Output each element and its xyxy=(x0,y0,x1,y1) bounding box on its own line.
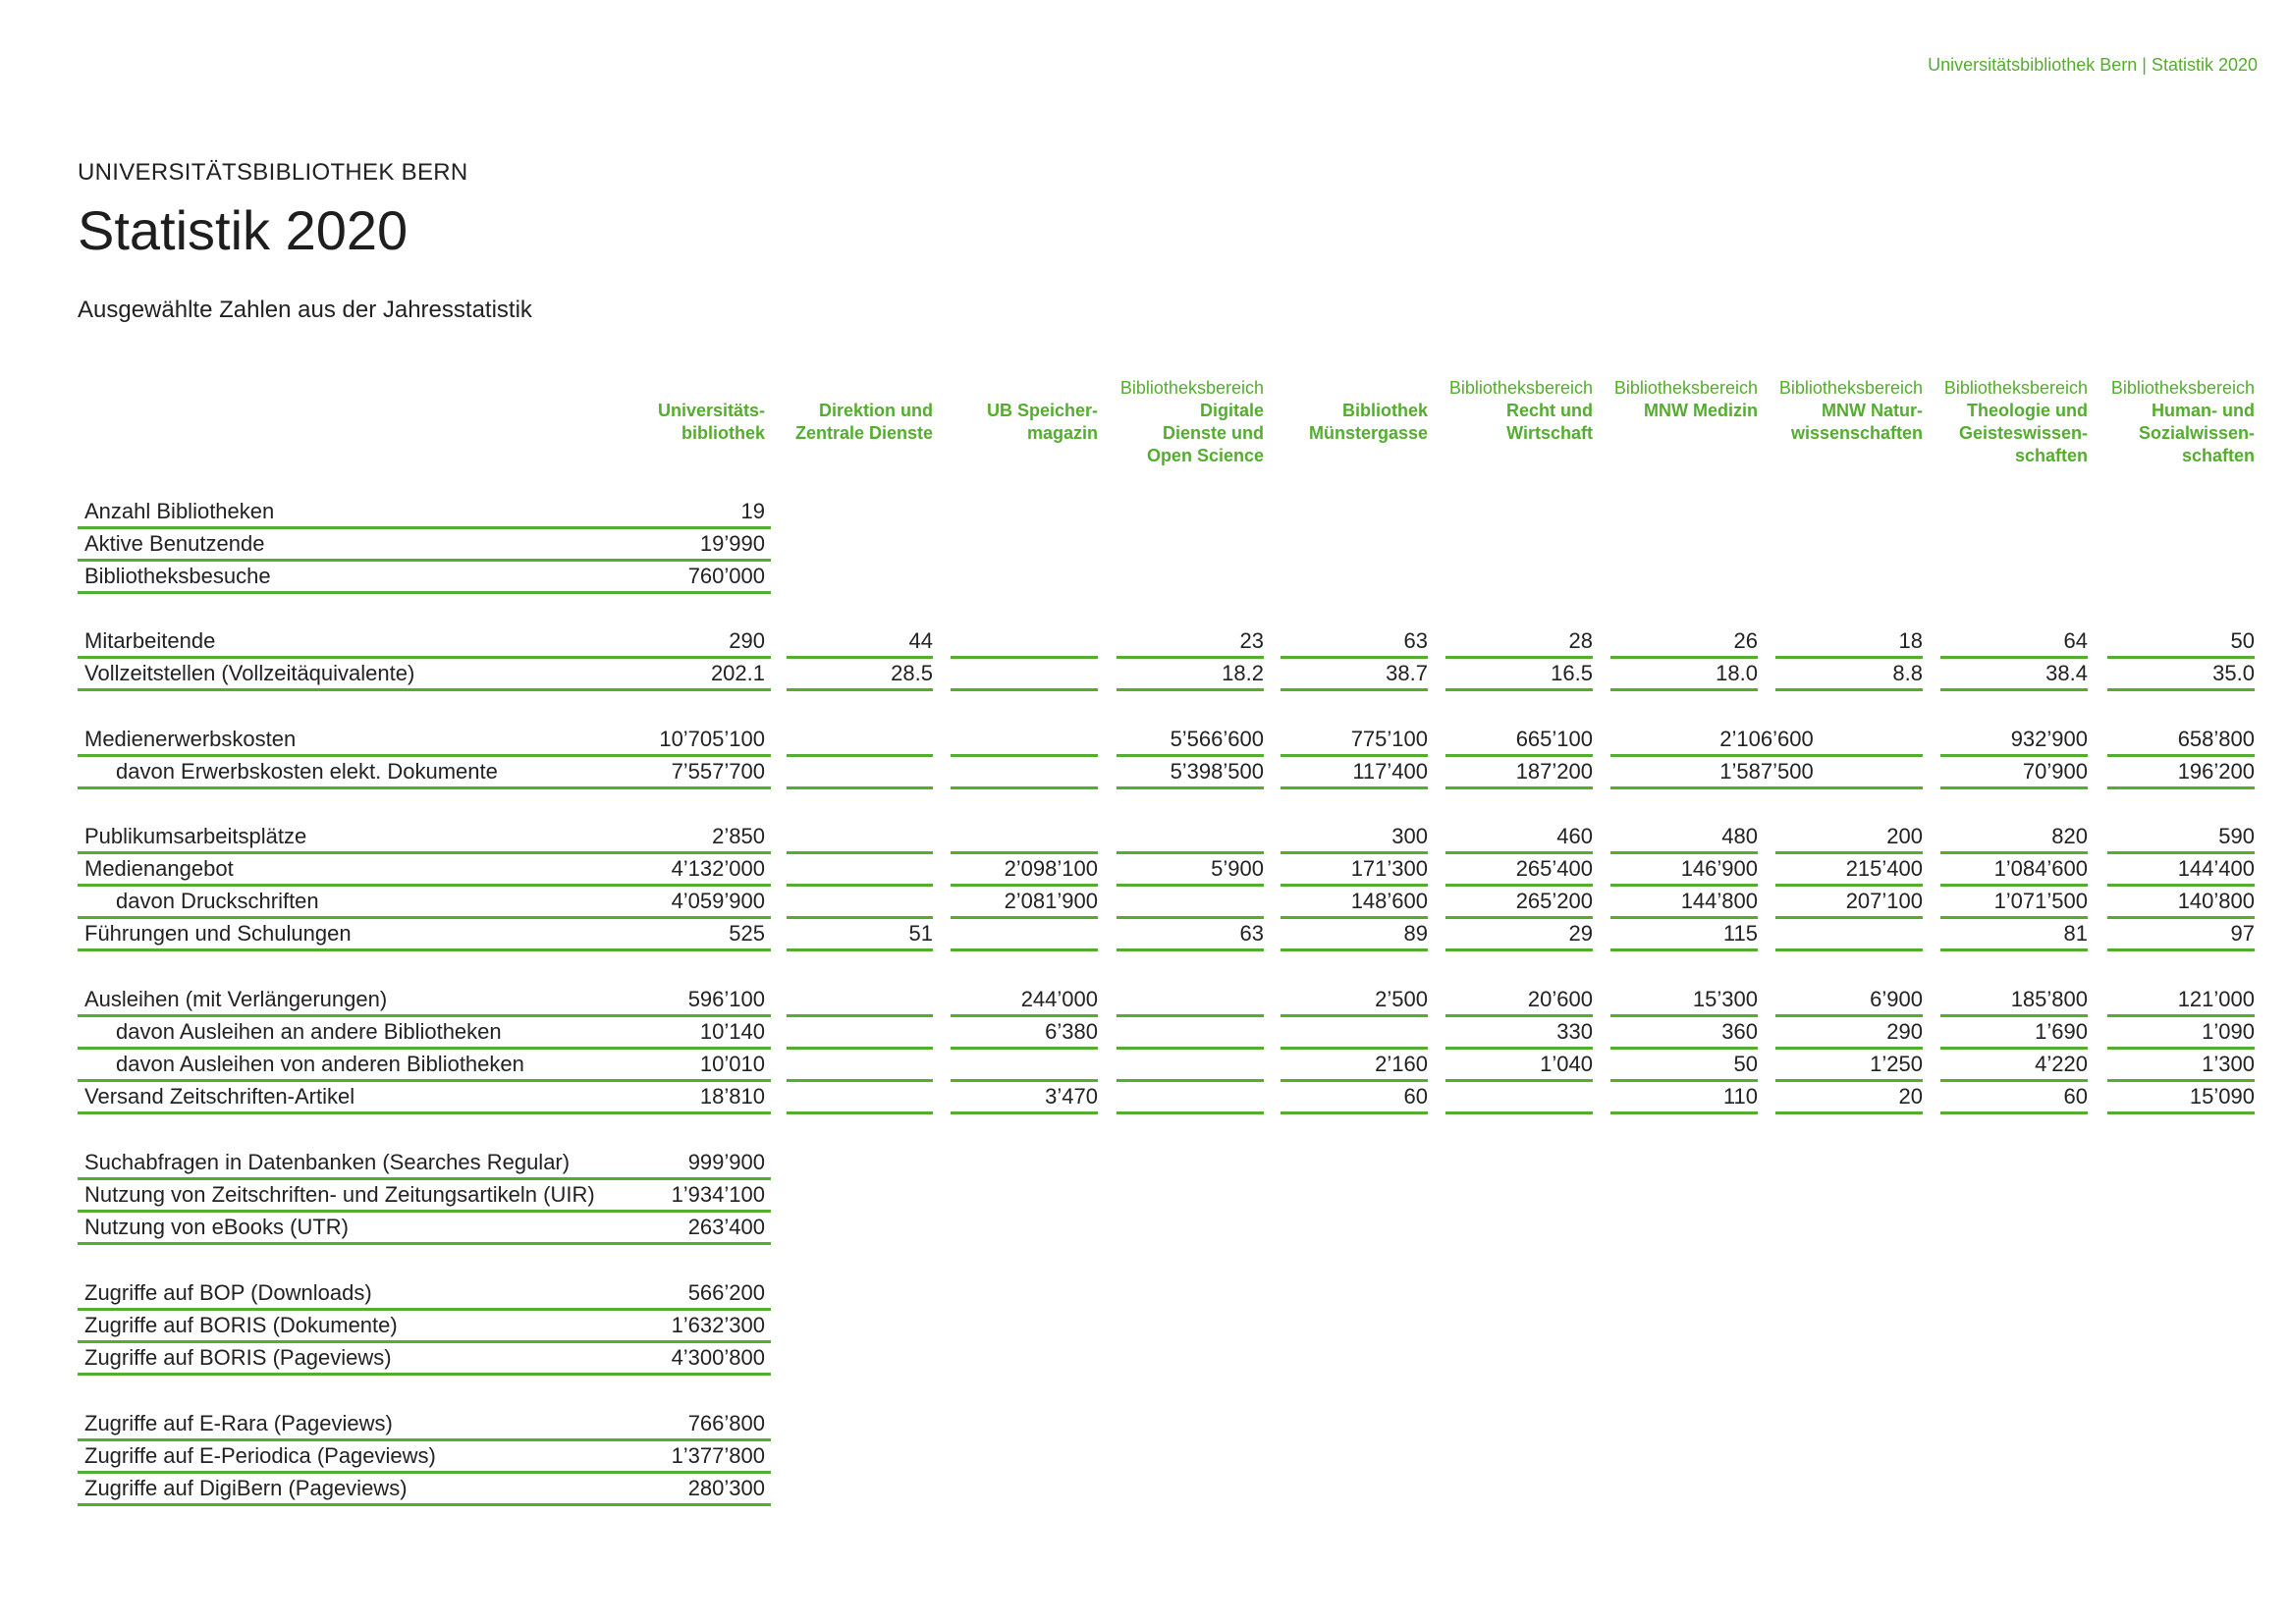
table-cell: 18 xyxy=(1775,626,1923,659)
table-cell: 1’071’500 xyxy=(1940,887,2088,919)
table-cell: 360 xyxy=(1610,1017,1758,1050)
table-cell xyxy=(1117,887,1264,919)
table-cell: 144’400 xyxy=(2107,854,2255,887)
table-cell: 5’398’500 xyxy=(1117,757,1264,789)
page-subtitle: Ausgewählte Zahlen aus der Jahresstatistik xyxy=(78,297,532,323)
table-cell: 15’090 xyxy=(2107,1082,2255,1114)
table-cell: 140’800 xyxy=(2107,887,2255,919)
row-label: Medienangebot xyxy=(84,856,234,881)
table-cell: 265’400 xyxy=(1445,854,1593,887)
table-cell: 215’400 xyxy=(1775,854,1923,887)
table-cell: 658’800 xyxy=(2107,725,2255,757)
column-header xyxy=(1251,377,1428,445)
row-label: Publikumsarbeitsplätze xyxy=(84,824,307,848)
table-cell xyxy=(787,822,933,854)
table-cell: 290 xyxy=(729,628,765,653)
table-cell: 566’200 xyxy=(687,1280,765,1305)
column-header xyxy=(588,377,765,445)
column-header-group: Bibliotheksbereich xyxy=(2110,378,2255,398)
table-cell: 144’800 xyxy=(1610,887,1758,919)
table-cell: 185’800 xyxy=(1940,985,2088,1017)
table-cell xyxy=(951,626,1098,659)
column-header-group: Bibliotheksbereich xyxy=(1613,378,1758,398)
table-cell: 63 xyxy=(1117,919,1264,951)
organization-name: UNIVERSITÄTSBIBLIOTHEK BERN xyxy=(78,159,468,186)
row-label: Aktive Benutzende xyxy=(84,531,265,556)
table-cell: 50 xyxy=(1610,1050,1758,1082)
page-title: Statistik 2020 xyxy=(78,199,409,261)
table-cell: 64 xyxy=(1940,626,2088,659)
table-cell: 1’377’800 xyxy=(671,1443,765,1468)
table-cell: 10’140 xyxy=(699,1019,765,1044)
table-cell xyxy=(1117,985,1264,1017)
table-cell xyxy=(1117,1017,1264,1050)
table-cell: 1’632’300 xyxy=(671,1313,765,1337)
table-cell: 35.0 xyxy=(2107,659,2255,691)
table-cell: 146’900 xyxy=(1610,854,1758,887)
table-cell: 28.5 xyxy=(787,659,933,691)
table-cell: 820 xyxy=(1940,822,2088,854)
table-cell: 97 xyxy=(2107,919,2255,951)
table-cell: 63 xyxy=(1281,626,1428,659)
table-cell: 10’010 xyxy=(699,1052,765,1076)
column-header-group: Bibliotheksbereich xyxy=(1119,378,1264,398)
table-cell xyxy=(787,1050,933,1082)
table-cell: 60 xyxy=(1281,1082,1428,1114)
table-cell: 20 xyxy=(1775,1082,1923,1114)
table-cell xyxy=(951,757,1098,789)
row-label: Ausleihen (mit Verlängerungen) xyxy=(84,987,388,1011)
table-cell: 280’300 xyxy=(687,1476,765,1500)
table-cell xyxy=(1281,1017,1428,1050)
table-cell: 2’106’600 xyxy=(1610,725,1923,757)
table-cell: 7’557’700 xyxy=(671,759,765,784)
table-cell xyxy=(951,1050,1098,1082)
column-header-group xyxy=(756,377,933,400)
row-label: Zugriffe auf BOP (Downloads) xyxy=(84,1280,372,1305)
table-cell xyxy=(787,985,933,1017)
table-cell xyxy=(787,887,933,919)
row-label: Führungen und Schulungen xyxy=(84,921,352,946)
column-header xyxy=(2078,377,2255,467)
table-cell: 4’220 xyxy=(1940,1050,2088,1082)
column-header xyxy=(756,377,933,445)
table-cell: 121’000 xyxy=(2107,985,2255,1017)
table-cell xyxy=(787,854,933,887)
table-cell: 81 xyxy=(1940,919,2088,951)
column-header xyxy=(1581,377,1758,422)
table-cell: 2’850 xyxy=(712,824,765,848)
column-header-title: Universitäts- bibliothek xyxy=(657,401,765,443)
table-cell: 44 xyxy=(787,626,933,659)
table-cell: 196’200 xyxy=(2107,757,2255,789)
table-cell xyxy=(787,757,933,789)
table-cell: 29 xyxy=(1445,919,1593,951)
row-label: Bibliotheksbesuche xyxy=(84,564,271,588)
column-header xyxy=(1746,377,1923,445)
table-cell: 525 xyxy=(729,921,765,946)
table-cell: 117’400 xyxy=(1281,757,1428,789)
table-cell xyxy=(787,725,933,757)
table-cell: 1’250 xyxy=(1775,1050,1923,1082)
row-label: Anzahl Bibliotheken xyxy=(84,499,275,523)
column-header-title: MNW Medizin xyxy=(1644,401,1758,420)
table-cell: 2’098’100 xyxy=(951,854,1098,887)
table-cell: 300 xyxy=(1281,822,1428,854)
table-cell: 200 xyxy=(1775,822,1923,854)
table-cell: 775’100 xyxy=(1281,725,1428,757)
table-cell: 171’300 xyxy=(1281,854,1428,887)
table-cell xyxy=(1445,1082,1593,1114)
column-header-title: Digitale Dienste und Open Science xyxy=(1146,401,1264,465)
table-cell: 1’690 xyxy=(1940,1017,2088,1050)
table-cell: 263’400 xyxy=(687,1215,765,1239)
table-cell: 244’000 xyxy=(951,985,1098,1017)
table-cell xyxy=(787,1082,933,1114)
table-cell: 23 xyxy=(1117,626,1264,659)
table-cell xyxy=(787,1017,933,1050)
table-cell xyxy=(1117,822,1264,854)
table-cell: 19 xyxy=(740,499,765,523)
column-header-title: MNW Natur- wissenschaften xyxy=(1790,401,1923,443)
table-cell: 460 xyxy=(1445,822,1593,854)
table-cell: 665’100 xyxy=(1445,725,1593,757)
table-cell: 290 xyxy=(1775,1017,1923,1050)
column-header-title: Human- und Sozialwissen- schaften xyxy=(2138,401,2255,465)
row-label: Zugriffe auf DigiBern (Pageviews) xyxy=(84,1476,408,1500)
table-cell: 2’160 xyxy=(1281,1050,1428,1082)
table-cell: 590 xyxy=(2107,822,2255,854)
column-header-group xyxy=(1251,377,1428,400)
table-cell xyxy=(1775,919,1923,951)
row-label: Nutzung von Zeitschriften- und Zeitungsartikeln (UIR) xyxy=(84,1182,595,1207)
row-label: Versand Zeitschriften-Artikel xyxy=(84,1084,355,1109)
row-label: Zugriffe auf BORIS (Dokumente) xyxy=(84,1313,398,1337)
table-cell: 28 xyxy=(1445,626,1593,659)
table-cell: 26 xyxy=(1610,626,1758,659)
table-cell xyxy=(1117,1050,1264,1082)
table-cell xyxy=(951,725,1098,757)
table-cell: 110 xyxy=(1610,1082,1758,1114)
column-header xyxy=(921,377,1098,445)
table-cell: 1’587’500 xyxy=(1610,757,1923,789)
table-cell: 207’100 xyxy=(1775,887,1923,919)
row-label: Suchabfragen in Datenbanken (Searches Regular) xyxy=(84,1150,571,1174)
table-cell: 15’300 xyxy=(1610,985,1758,1017)
column-header-title: Theologie und Geisteswissen- schaften xyxy=(1958,401,2088,465)
table-cell: 1’084’600 xyxy=(1940,854,2088,887)
table-cell: 760’000 xyxy=(687,564,765,588)
table-cell: 202.1 xyxy=(710,661,765,685)
table-cell: 330 xyxy=(1445,1017,1593,1050)
table-cell: 265’200 xyxy=(1445,887,1593,919)
table-cell: 51 xyxy=(787,919,933,951)
table-cell: 1’300 xyxy=(2107,1050,2255,1082)
row-label: Zugriffe auf E-Rara (Pageviews) xyxy=(84,1411,393,1435)
row-label: Medienerwerbskosten xyxy=(84,727,297,751)
table-cell: 596’100 xyxy=(687,987,765,1011)
table-cell: 932’900 xyxy=(1940,725,2088,757)
table-cell: 4’132’000 xyxy=(671,856,765,881)
column-header-group: Bibliotheksbereich xyxy=(1943,378,2088,398)
table-cell: 999’900 xyxy=(687,1150,765,1174)
table-cell xyxy=(951,919,1098,951)
table-cell: 2’500 xyxy=(1281,985,1428,1017)
table-cell: 38.7 xyxy=(1281,659,1428,691)
column-header-title: Direktion und Zentrale Dienste xyxy=(794,401,933,443)
table-cell: 50 xyxy=(2107,626,2255,659)
table-cell: 19’990 xyxy=(699,531,765,556)
table-cell: 18.0 xyxy=(1610,659,1758,691)
table-cell xyxy=(951,822,1098,854)
table-cell: 8.8 xyxy=(1775,659,1923,691)
table-cell: 1’934’100 xyxy=(671,1182,765,1207)
column-header-title: UB Speicher- magazin xyxy=(986,401,1098,443)
row-label: Nutzung von eBooks (UTR) xyxy=(84,1215,349,1239)
column-header-group: Bibliotheksbereich xyxy=(1448,378,1593,398)
row-label: Zugriffe auf BORIS (Pageviews) xyxy=(84,1345,392,1370)
table-cell: 38.4 xyxy=(1940,659,2088,691)
table-cell xyxy=(951,659,1098,691)
row-label: davon Ausleihen von anderen Bibliotheken xyxy=(116,1052,524,1076)
table-cell: 2’081’900 xyxy=(951,887,1098,919)
column-header-group xyxy=(588,377,765,400)
table-cell: 10’705’100 xyxy=(659,727,765,751)
table-cell: 16.5 xyxy=(1445,659,1593,691)
running-header: Universitätsbibliothek Bern | Statistik 2020 xyxy=(1928,55,2258,75)
table-cell: 5’566’600 xyxy=(1117,725,1264,757)
column-header xyxy=(1911,377,2088,467)
table-cell: 6’900 xyxy=(1775,985,1923,1017)
row-label: Zugriffe auf E-Periodica (Pageviews) xyxy=(84,1443,436,1468)
table-cell: 20’600 xyxy=(1445,985,1593,1017)
table-cell: 6’380 xyxy=(951,1017,1098,1050)
table-cell: 18’810 xyxy=(699,1084,765,1109)
table-cell: 1’040 xyxy=(1445,1050,1593,1082)
table-cell: 187’200 xyxy=(1445,757,1593,789)
column-header xyxy=(1416,377,1593,445)
table-cell: 148’600 xyxy=(1281,887,1428,919)
row-label: davon Ausleihen an andere Bibliotheken xyxy=(116,1019,502,1044)
table-cell: 3’470 xyxy=(951,1082,1098,1114)
column-header xyxy=(1087,377,1264,467)
table-cell: 4’300’800 xyxy=(671,1345,765,1370)
column-header-title: Bibliothek Münstergasse xyxy=(1308,401,1428,443)
column-header-title: Recht und Wirtschaft xyxy=(1506,401,1593,443)
row-label: Vollzeitstellen (Vollzeitäquivalente) xyxy=(84,661,415,685)
row-label: davon Druckschriften xyxy=(116,889,319,913)
table-cell: 5’900 xyxy=(1117,854,1264,887)
table-cell: 18.2 xyxy=(1117,659,1264,691)
table-cell: 766’800 xyxy=(687,1411,765,1435)
table-cell: 480 xyxy=(1610,822,1758,854)
row-label: Mitarbeitende xyxy=(84,628,216,653)
table-cell: 89 xyxy=(1281,919,1428,951)
column-header-group xyxy=(921,377,1098,400)
table-cell: 1’090 xyxy=(2107,1017,2255,1050)
table-cell: 115 xyxy=(1610,919,1758,951)
table-cell xyxy=(1117,1082,1264,1114)
table-cell: 70’900 xyxy=(1940,757,2088,789)
table-cell: 4’059’900 xyxy=(671,889,765,913)
column-header-group: Bibliotheksbereich xyxy=(1778,378,1923,398)
row-label: davon Erwerbskosten elekt. Dokumente xyxy=(116,759,498,784)
table-cell: 60 xyxy=(1940,1082,2088,1114)
